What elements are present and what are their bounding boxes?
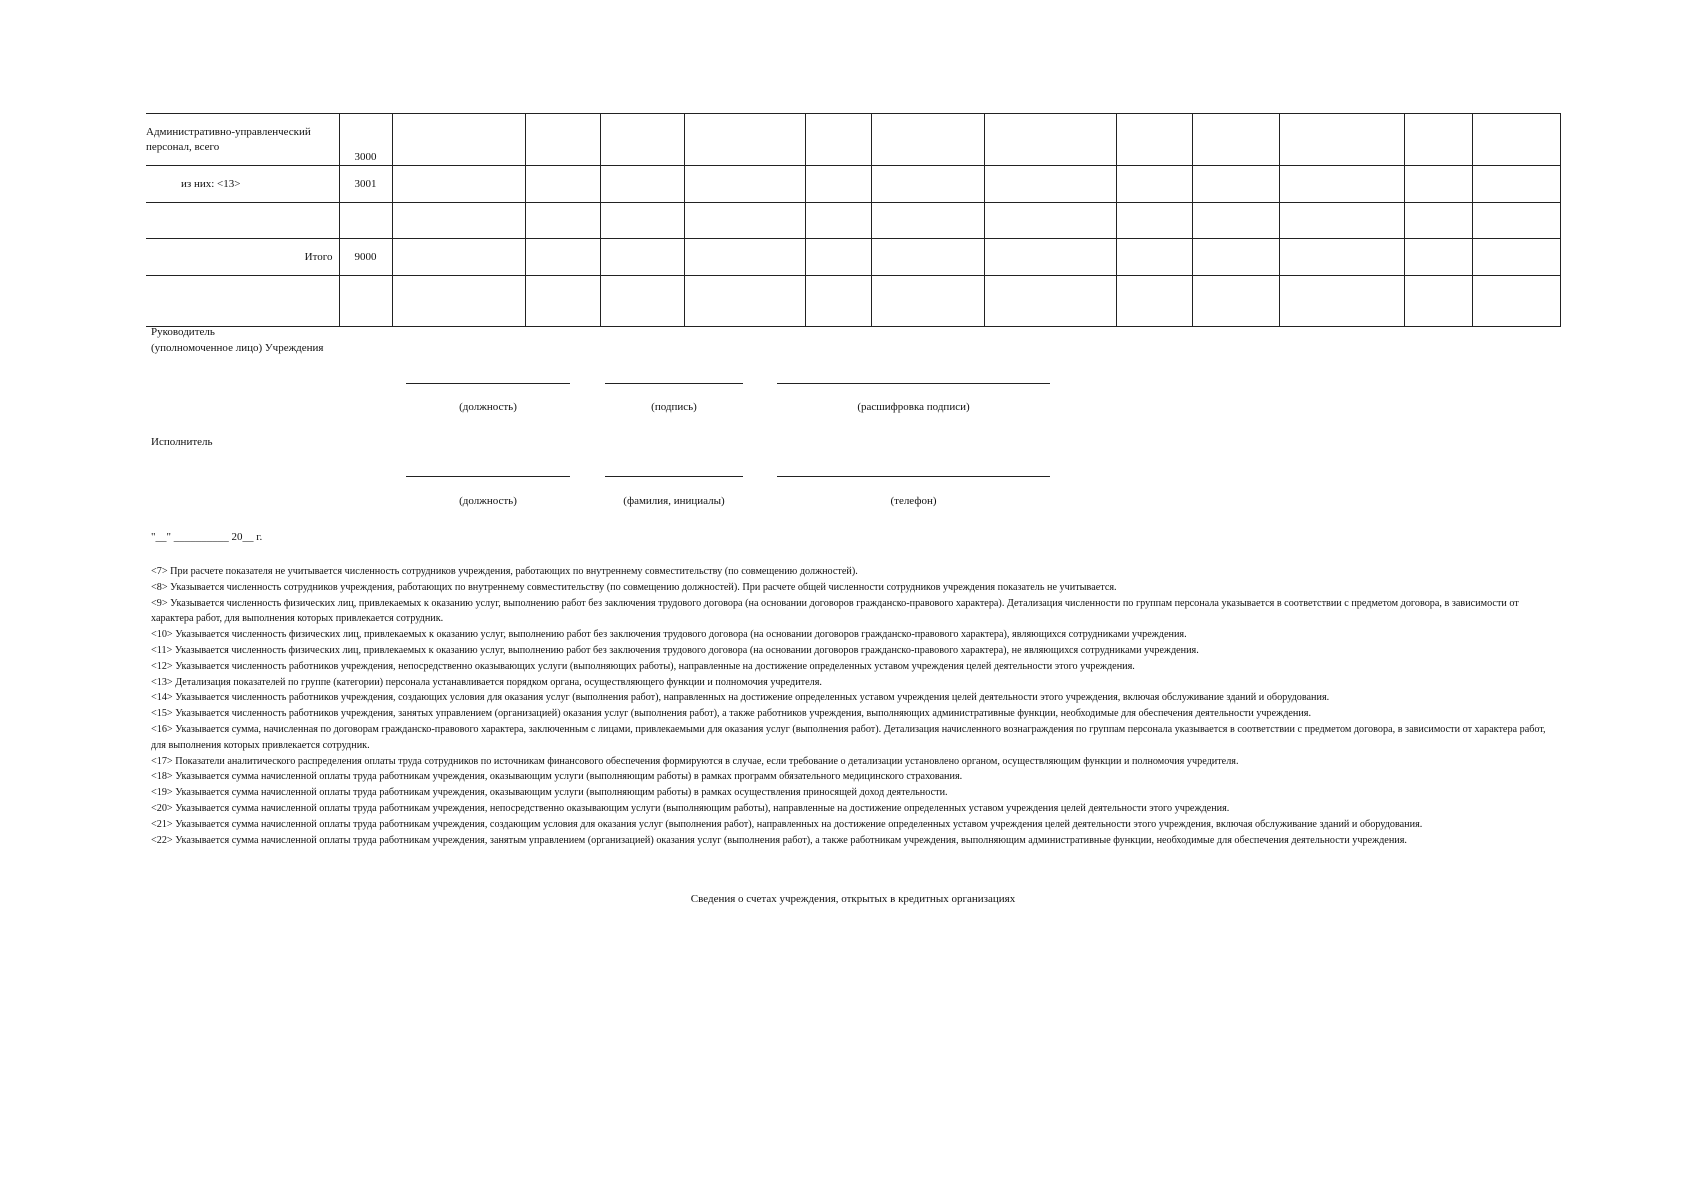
- row-label: [146, 203, 339, 239]
- footnote: <15> Указывается численность работников учреждения, занятых управлением (организацией) оказания услуг (выполнения работ), а также работников учреждения, выполняющих административные функции, необходимые для обеспечения деятельности учреждения.: [151, 708, 1312, 720]
- caption-signature: (подпись): [651, 401, 697, 413]
- signature-line: [777, 383, 1050, 384]
- row-code: 3001: [339, 166, 392, 203]
- footnote: <8> Указывается численность сотрудников учреждения, работающих по внутреннему совместительству (по совмещению должностей). При расчете общей численности сотрудников учреждения показатель не учитывается.: [151, 581, 1117, 593]
- caption-position: (должность): [459, 401, 517, 413]
- row-label: из них: <13>: [146, 166, 339, 203]
- caption-signature-decoding: (расшифровка подписи): [857, 401, 970, 413]
- section-title: Сведения о счетах учреждения, открытых в кредитных организациях: [690, 893, 1016, 905]
- executor-label: Исполнитель: [151, 436, 213, 448]
- table-row: [146, 239, 1560, 276]
- date-line: "__" __________ 20__ г.: [151, 531, 263, 543]
- footnote: <13> Детализация показателей по группе (категории) персонала устанавливается порядком органа, осуществляющего функции и полномочия учредителя.: [151, 676, 822, 688]
- footnote: <14> Указывается численность работников учреждения, создающих условия для оказания услуг (выполнения работ), направленных на достижение определенных уставом учреждения целей деятельности этого учреждения, включая обслуживание зданий и оборудования.: [151, 692, 1330, 704]
- footnote: <19> Указывается сумма начисленной оплаты труда работникам учреждения, оказывающим услуги (выполняющим работы) в рамках осуществления приносящей доход деятельности.: [151, 787, 948, 799]
- footnote: <21> Указывается сумма начисленной оплаты труда работникам учреждения, создающим условия для оказания услуг (выполнения работ), направленных на достижение определенных уставом учреждения целей деятельности этого учреждения, включая обслуживание зданий и оборудования.: [151, 818, 1423, 830]
- footnote: <17> Показатели аналитического распределения оплаты труда сотрудников по источникам финансового обеспечения формируются в случае, если требование о детализации установлено органом, осуществляющим функции и полномочия учредителя.: [151, 755, 1239, 767]
- footnote: <22> Указывается сумма начисленной оплаты труда работникам учреждения, занятым управлением (организацией) оказания услуг (выполнения работ), а также работникам учреждения, выполняющим административные функции, необходимые для обеспечения деятельности учреждения.: [151, 834, 1407, 846]
- row-label: [146, 276, 339, 327]
- footnote: <16> Указывается сумма, начисленная по договорам гражданско-правового характера, заключенным с лицами, привлекаемыми для оказания услуг (выполнения работ). Детализация начисленного вознаграждения по группам персонала указывается в соответствии с предметом договора, в зависимости от характера работ, для выполнения которых привлекается сотрудник.: [151, 723, 1546, 751]
- table-row: [146, 203, 1560, 239]
- footnote: <20> Указывается сумма начисленной оплаты труда работникам учреждения, непосредственно оказывающим услуги (выполняющим работы), направленные на достижение определенных уставом учреждения целей деятельности этого учреждения.: [151, 802, 1230, 814]
- signature-line: [605, 383, 743, 384]
- footnote: <9> Указывается численность физических лиц, привлекаемых к оказанию услуг, выполнению работ без заключения трудового договора (на основании договоров гражданско-правового характера). Детализация численности по группам персонала указывается в соответствии с предметом договора, в зависимости от характера работ, для выполнения которых привлекается сотрудник.: [151, 597, 1519, 625]
- signature-line: [605, 476, 743, 477]
- row-code: [339, 276, 392, 327]
- row-code: 3000: [339, 114, 392, 166]
- footnote: <18> Указывается сумма начисленной оплаты труда работникам учреждения, оказывающим услуги (выполняющим работы) в рамках программ обязательного медицинского страхования.: [151, 771, 963, 783]
- footnote: <10> Указывается численность физических лиц, привлекаемых к оказанию услуг, выполнению работ без заключения трудового договора (на основании договоров гражданско-правового характера), являющихся сотрудниками учреждения.: [151, 629, 1187, 641]
- row-label: Итого: [146, 239, 339, 276]
- caption-position: (должность): [459, 495, 517, 507]
- footnote: <7> При расчете показателя не учитывается численность сотрудников учреждения, работающих по внутреннему совместительству (по совмещению должностей).: [151, 566, 858, 577]
- row-label: Административно-управленческий персонал, всего: [146, 114, 339, 166]
- table-row: [146, 114, 1560, 166]
- table-row: [146, 166, 1560, 203]
- head-label-2: (уполномоченное лицо) Учреждения: [151, 342, 324, 354]
- row-code: [339, 203, 392, 239]
- signature-line: [406, 476, 570, 477]
- caption-name: (фамилия, инициалы): [623, 495, 725, 507]
- footnote: <11> Указывается численность физических лиц, привлекаемых к оказанию услуг, выполнению работ без заключения трудового договора (на основании договоров гражданско-правового характера), не являющихся сотрудниками учреждения.: [151, 644, 1199, 656]
- staff-table: [146, 113, 1561, 327]
- caption-phone: (телефон): [890, 495, 937, 507]
- row-code: 9000: [339, 239, 392, 276]
- signature-line: [777, 476, 1050, 477]
- table-row: [146, 276, 1560, 327]
- head-label: Руководитель: [151, 326, 215, 338]
- footnote: <12> Указывается численность работников учреждения, непосредственно оказывающих услуги (выполняющих работы), направленные на достижение определенных уставом учреждения целей деятельности этого учреждения.: [151, 660, 1135, 672]
- signature-line: [406, 383, 570, 384]
- footnotes: [151, 564, 1551, 848]
